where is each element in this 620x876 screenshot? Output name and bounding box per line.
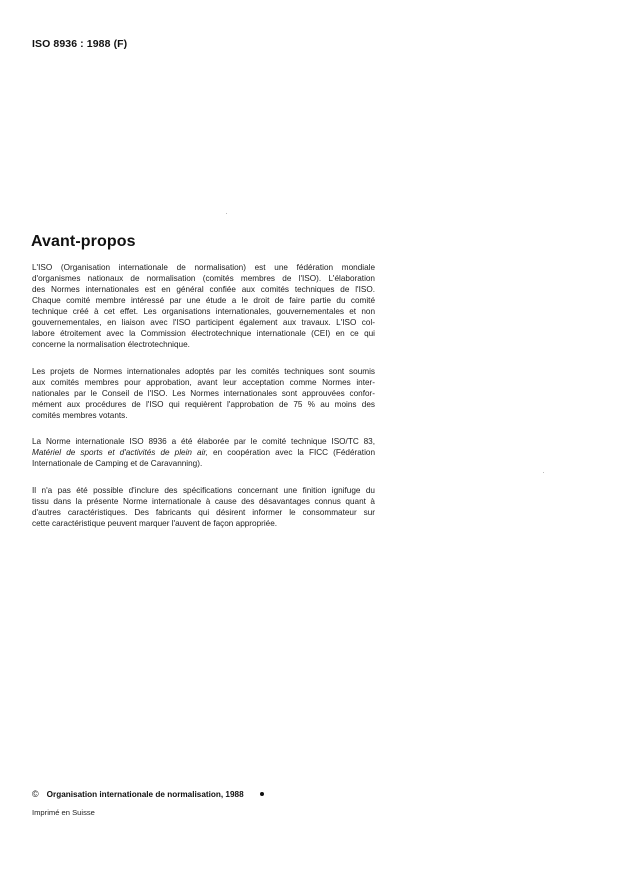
copyright-text: Organisation internationale de normalisation, 1988: [46, 789, 244, 799]
text-line: [32, 447, 375, 458]
document-code: ISO 8936 : 1988 (F): [32, 38, 128, 50]
text-line: gouvernementales, en liaison avec l'ISO participent également aux travaux. L'ISO col-: [32, 318, 375, 327]
text-line: aux comités membres pour approbation, avant leur acceptation comme Normes inter-: [32, 378, 375, 387]
copyright-notice: [32, 789, 264, 799]
paragraph-fire-retardant-note: [32, 485, 375, 529]
paragraph-standard-origin: [32, 436, 375, 469]
text-line: labore étroitement avec la Commission électrotechnique internationale (CEI) en ce qui: [32, 329, 375, 338]
text-line: Chaque comité membre intéressé par une étude a le droit de faire partie du comité: [32, 296, 375, 305]
text-line: d'organismes nationaux de normalisation (comités membres de l'ISO). L'élaboration: [32, 274, 375, 283]
text-line: nationales par le Conseil de l'ISO. Les Normes internationales sont approuvées confor-: [32, 389, 375, 398]
text-line: des Normes internationales est en général confiée aux comités techniques de l'ISO.: [32, 285, 375, 294]
text-line: cette caractéristique peuvent marquer l'auvent de façon appropriée.: [32, 519, 278, 528]
section-title: Avant-propos: [31, 233, 136, 250]
scan-speck: [543, 472, 544, 473]
text-line: La Norme internationale ISO 8936 a été élaborée par le comité technique ISO/TC 83,: [32, 437, 375, 446]
paragraph-approval: [32, 366, 375, 421]
text-line: Il n'a pas été possible d'inclure des spécifications concernant une finition ignifuge du: [32, 486, 375, 495]
text-line: comités membres votants.: [32, 411, 128, 420]
text-line: tissu dans la présente Norme internationale à cause des désavantages connus quant à: [32, 497, 375, 506]
text-line: technique créé à cet effet. Les organisations internationales, gouvernementales et non: [32, 307, 375, 316]
text-line: d'autres caractéristiques. Des fabricants qui désirent informer le consommateur sur: [32, 508, 375, 517]
text-line: mément aux procédures de l'ISO qui requièrent l'approbation de 75 % au moins des: [32, 400, 375, 409]
scan-speck: [226, 213, 227, 214]
text-line: Les projets de Normes internationales adoptés par les comités techniques sont soumis: [32, 367, 375, 376]
paragraph-iso-intro: [32, 262, 375, 350]
text-fragment: en coopération avec la FICC (Fédération: [207, 448, 376, 457]
text-line: L'ISO (Organisation internationale de normalisation) est une fédération mondiale: [32, 263, 375, 272]
printed-in: Imprimé en Suisse: [32, 808, 95, 817]
text-line: concerne la normalisation électrotechnique.: [32, 340, 190, 349]
committee-title: Matériel de sports et d'activités de plein air,: [32, 448, 208, 457]
bullet-dot-icon: [260, 792, 264, 796]
copyright-icon: ©: [32, 789, 39, 799]
text-line: Internationale de Camping et de Caravanning).: [32, 459, 203, 468]
